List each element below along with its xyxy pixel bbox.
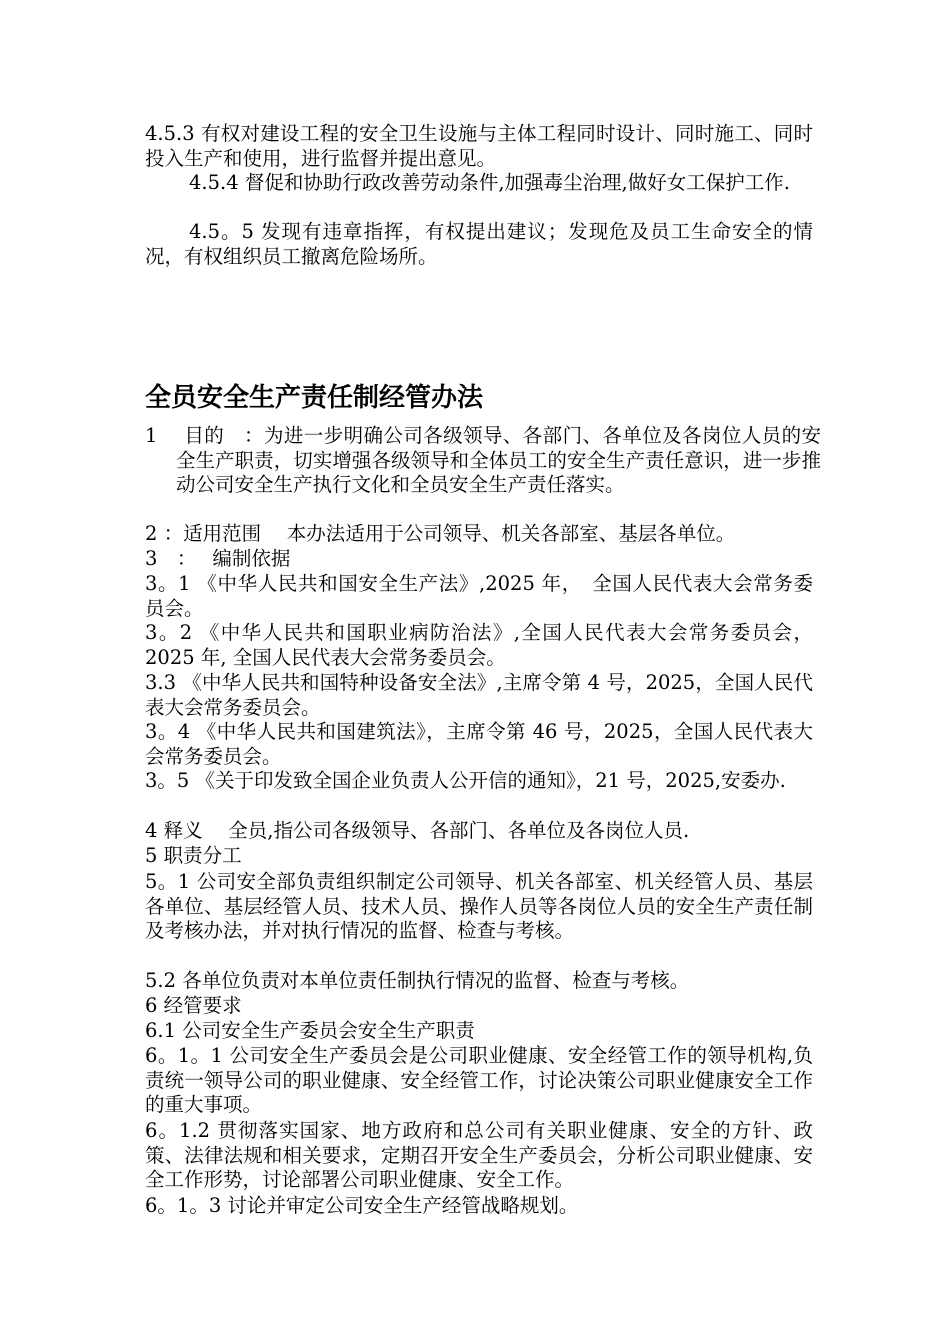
clause-4-5-3: 4.5.3 有权对建设工程的安全卫生设施与主体工程同时设计、同时施工、同时投入生产和使用，进行监督并提出意见。: [145, 122, 813, 170]
requirement-6-1: 6.1 公司安全生产委员会安全生产职责: [145, 1019, 475, 1042]
basis-item-5: 3。5 《关于印发致全国企业负责人公开信的通知》，21 号，2025,安委办.: [145, 769, 786, 792]
section-scope: 2 ：适用范围 本办法适用于公司领导、机关各部室、基层各单位。: [145, 522, 736, 545]
section-duties-heading: 5 职责分工: [145, 844, 242, 867]
document-title: 全员安全生产责任制经管办法: [145, 383, 484, 413]
duties-item-2: 5.2 各单位负责对本单位责任制执行情况的监督、检查与考核。: [145, 969, 690, 992]
clause-4-5-5: 4.5。5 发现有违章指挥，有权提出建议；发现危及员工生命安全的情况，有权组织员工撤离危险场所。: [145, 220, 813, 268]
section-definition: 4 释义 全员,指公司各级领导、各部门、各单位及各岗位人员.: [145, 819, 690, 842]
requirement-6-1-1: 6。1。1 公司安全生产委员会是公司职业健康、安全经管工作的领导机构,负责统一领导公司的职业健康、安全经管工作，讨论决策公司职业健康安全工作的重大事项。: [145, 1044, 813, 1116]
section-purpose: 1 目的 ：为进一步明确公司各级领导、各部门、各单位及各岗位人员的安全生产职责，切实增强各级领导和全体员工的安全生产责任意识，进一步推动公司安全生产执行文化和全员安全生产责任落实。: [145, 424, 821, 496]
requirement-6-1-3: 6。1。3 讨论并审定公司安全生产经管战略规划。: [145, 1194, 579, 1217]
clause-4-5-4: 4.5.4 督促和协助行政改善劳动条件,加强毒尘治理,做好女工保护工作.: [189, 171, 790, 194]
section-basis-heading: 3 ： 编制依据: [145, 547, 291, 570]
duties-item-1: 5。1 公司安全部负责组织制定公司领导、机关各部室、机关经管人员、基层各单位、基层经管人员、技术人员、操作人员等各岗位人员的安全生产责任制及考核办法，并对执行情况的监督、检查与考核。: [145, 870, 813, 942]
basis-item-4: 3。4 《中华人民共和国建筑法》，主席令第 46 号，2025，全国人民代表大会常务委员会。: [145, 720, 813, 768]
section-requirements-heading: 6 经管要求: [145, 994, 242, 1017]
basis-item-1: 3。1 《中华人民共和国安全生产法》,2025 年， 全国人民代表大会常务委员会。: [145, 572, 813, 620]
requirement-6-1-2: 6。1.2 贯彻落实国家、地方政府和总公司有关职业健康、安全的方针、政策、法律法规和相关要求，定期召开安全生产委员会，分析公司职业健康、安全工作形势，讨论部署公司职业健康、安全工作。: [145, 1119, 813, 1191]
basis-item-2: 3。2 《中华人民共和国职业病防治法》,全国人民代表大会常务委员会，2025 年, 全国人民代表大会常务委员会。: [145, 621, 813, 669]
basis-item-3: 3.3 《中华人民共和国特种设备安全法》,主席令第 4 号，2025，全国人民代表大会常务委员会。: [145, 671, 813, 719]
